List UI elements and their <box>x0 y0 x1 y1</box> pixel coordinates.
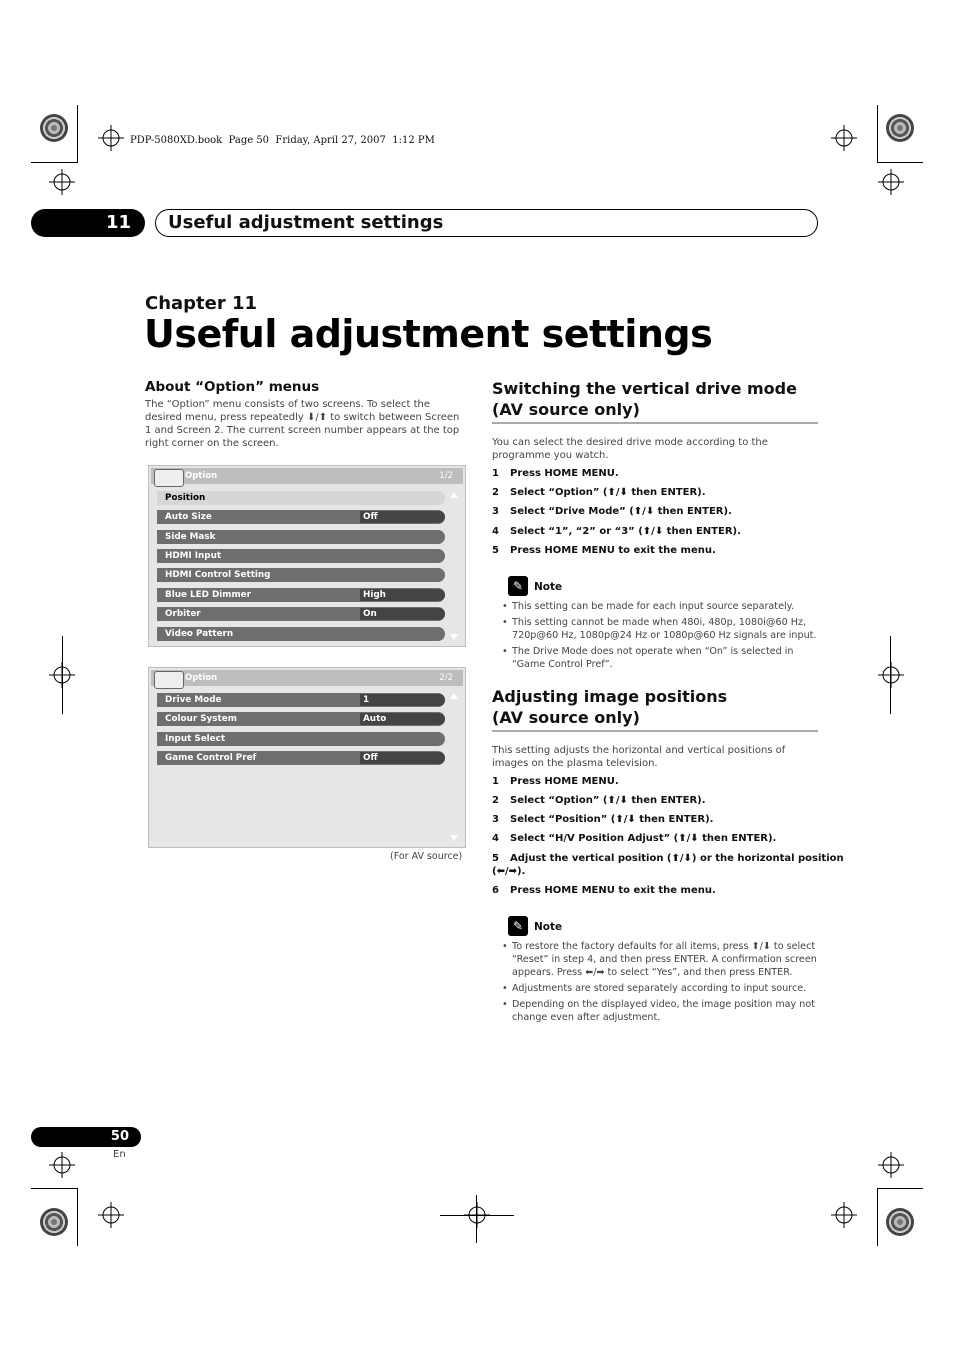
step-item <box>492 506 732 517</box>
step-number: 1 <box>492 468 499 479</box>
note-list: • To restore the factory defaults for all items, press ⬆/⬇ to select “Reset” in step 4, and then press ENTER. A confirmation screen appears. Press ⬅/➡ to select “Yes”, and then press ENTER. • Adjustments are stored separately according to input source. • Depending on the displayed video, the image position may not change even after adjustment. <box>502 940 822 1030</box>
step-text: Select “Option” (⬆/⬇ then ENTER). <box>510 487 706 498</box>
menu-caption: (For AV source) <box>390 851 463 862</box>
section-heading-line: Adjusting image positions <box>492 687 728 706</box>
menu-item-label: Auto Size <box>165 512 212 522</box>
step-number: 2 <box>492 795 499 806</box>
note-text: To restore the factory defaults for all items, press ⬆/⬇ to select “Reset” in step 4, and then press ENTER. A confirmation screen appears. Press ⬅/➡ to select “Yes”, and then press ENTER. <box>512 941 817 978</box>
step-text: Press HOME MENU. <box>510 776 619 787</box>
about-heading: About “Option” menus <box>145 379 320 395</box>
menu-title: Option <box>185 673 218 683</box>
registration-mark-icon <box>98 1202 124 1228</box>
menu-header <box>151 468 463 484</box>
menu-item-label: Video Pattern <box>165 629 234 639</box>
step-number: 5 <box>492 545 499 556</box>
scroll-up-icon <box>450 693 458 699</box>
step-text: Select “1”, “2” or “3” (⬆/⬇ then ENTER). <box>510 526 741 537</box>
menu-item-hdmi-input[interactable] <box>157 549 445 563</box>
about-text: The “Option” menu consists of two screens. To select the desired menu, press repeatedly ⬇/⬆ to switch between Screen 1 and Screen 2. The current screen number appears at the top right corner on the screen. <box>145 399 460 449</box>
step-item <box>492 833 776 844</box>
menu-item-label: Drive Mode <box>165 695 222 705</box>
step-item <box>492 545 716 556</box>
registration-mark-icon <box>878 169 904 195</box>
step-text: Select “Option” (⬆/⬇ then ENTER). <box>510 795 706 806</box>
registration-mark-icon <box>831 125 857 151</box>
section-heading-line: (AV source only) <box>492 707 640 727</box>
language-code: En <box>113 1149 126 1160</box>
chapter-label: Chapter 11 <box>145 293 258 314</box>
color-target-icon <box>40 114 68 142</box>
section-heading <box>492 379 797 420</box>
note-label: Note <box>534 921 563 933</box>
registration-mark-icon <box>98 125 124 151</box>
menu-item-label: HDMI Control Setting <box>165 570 271 580</box>
note-list: • This setting can be made for each input source separately. • This setting cannot be made when 480i, 480p, 1080i@60 Hz, 720p@60 Hz, 1080p@24 Hz or 1080p@60 Hz signals are input. • The Drive Mode does not operate when “On” is selected in “Game Control Pref”. <box>502 600 822 670</box>
color-target-icon <box>886 1208 914 1236</box>
registration-mark-icon <box>49 169 75 195</box>
registration-mark-icon <box>49 662 75 688</box>
crop-mark <box>877 105 878 163</box>
page-title: Useful adjustment settings <box>144 312 713 356</box>
step-number: 5 <box>492 853 499 864</box>
menu-item-position[interactable] <box>157 491 445 505</box>
step-text: Press HOME MENU. <box>510 468 619 479</box>
menu-page-indicator: 2/2 <box>439 673 453 683</box>
menu-item-input-select[interactable] <box>157 732 445 746</box>
crop-mark <box>877 1188 878 1246</box>
menu-tab-icon <box>154 469 184 487</box>
steps-list <box>492 776 844 896</box>
section-heading <box>492 687 727 728</box>
step-item <box>492 885 716 896</box>
running-header: Useful adjustment settings <box>155 209 818 237</box>
steps-list <box>492 468 822 558</box>
menu-tab-icon <box>154 671 184 689</box>
note-text: This setting can be made for each input source separately. <box>512 601 794 612</box>
menu-item-auto-size[interactable] <box>157 510 445 524</box>
step-number: 3 <box>492 506 499 517</box>
step-item <box>492 526 741 537</box>
menu-item-label: Colour System <box>165 714 237 724</box>
step-number: 3 <box>492 814 499 825</box>
crop-mark <box>77 1188 78 1246</box>
menu-item-orbiter[interactable] <box>157 607 445 621</box>
menu-item-value: High <box>360 589 445 601</box>
section-heading-line: (AV source only) <box>492 399 640 419</box>
step-text: (⬅/➡). <box>492 866 526 877</box>
menu-item-game-control-pref[interactable] <box>157 751 445 765</box>
menu-item-colour-system[interactable] <box>157 712 445 726</box>
menu-item-label: Position <box>165 493 206 503</box>
note-text: The Drive Mode does not operate when “On” is selected in “Game Control Pref”. <box>512 646 794 670</box>
note-text: This setting cannot be made when 480i, 480p, 1080i@60 Hz, 720p@60 Hz, 1080p@24 Hz or 1080p@60 Hz signals are input. <box>512 617 817 641</box>
scroll-up-icon <box>450 492 458 498</box>
step-item <box>492 814 713 825</box>
step-item <box>492 853 844 864</box>
step-text: Press HOME MENU to exit the menu. <box>510 885 716 896</box>
page-number: 50 <box>31 1127 141 1147</box>
note-pencil-icon: ✎ <box>508 576 528 596</box>
menu-item-label: HDMI Input <box>165 551 222 561</box>
menu-title: Option <box>185 471 218 481</box>
step-item <box>492 795 706 806</box>
menu-item-label: Side Mask <box>165 532 216 542</box>
option-menu-screen-2 <box>148 667 466 848</box>
menu-item-value: 1 <box>360 694 445 706</box>
scroll-down-icon <box>450 835 458 841</box>
chapter-number-tab: 11 <box>31 209 145 237</box>
option-menu-screen-1 <box>148 465 466 647</box>
step-text: Select “Position” (⬆/⬇ then ENTER). <box>510 814 714 825</box>
section-rule <box>492 422 818 424</box>
step-item <box>492 487 706 498</box>
menu-page-indicator: 1/2 <box>439 471 453 481</box>
registration-mark-icon <box>49 1152 75 1178</box>
step-text: Select “H/V Position Adjust” (⬆/⬇ then ENTER). <box>510 833 777 844</box>
section-intro: You can select the desired drive mode according to the programme you watch. <box>492 437 768 461</box>
step-item <box>492 468 619 479</box>
crop-mark <box>31 1188 77 1189</box>
step-number: 4 <box>492 526 499 537</box>
menu-item-value: Off <box>360 752 445 764</box>
crop-mark <box>31 162 77 163</box>
section-intro: This setting adjusts the horizontal and vertical positions of images on the plasma television. <box>492 745 786 769</box>
step-number: 1 <box>492 776 499 787</box>
menu-item-side-mask[interactable] <box>157 530 445 544</box>
step-number: 2 <box>492 487 499 498</box>
menu-item-label: Orbiter <box>165 609 201 619</box>
menu-item-value: Auto <box>360 713 445 725</box>
step-number: 6 <box>492 885 499 896</box>
book-info-line: PDP-5080XD.book Page 50 Friday, April 27, 2007 1:12 PM <box>130 135 435 146</box>
step-item <box>492 776 619 787</box>
menu-item-drive-mode[interactable] <box>157 693 445 707</box>
step-text: Press HOME MENU to exit the menu. <box>510 545 716 556</box>
menu-item-video-pattern[interactable] <box>157 627 445 641</box>
note-pencil-icon: ✎ <box>508 916 528 936</box>
note-text: Adjustments are stored separately according to input source. <box>512 983 807 994</box>
color-target-icon <box>886 114 914 142</box>
note-label: Note <box>534 581 563 593</box>
section-heading-line: Switching the vertical drive mode <box>492 379 797 398</box>
registration-mark-icon <box>831 1202 857 1228</box>
menu-item-label: Input Select <box>165 734 226 744</box>
registration-mark-icon <box>878 1152 904 1178</box>
menu-header <box>151 670 463 686</box>
registration-mark-icon <box>878 662 904 688</box>
menu-item-hdmi-control-setting[interactable] <box>157 568 445 582</box>
crop-mark <box>877 1188 923 1189</box>
crop-mark <box>77 105 78 163</box>
menu-item-label: Blue LED Dimmer <box>165 590 251 600</box>
note-text: Depending on the displayed video, the image position may not change even after adjustment. <box>512 999 815 1023</box>
scroll-down-icon <box>450 634 458 640</box>
step-number: 4 <box>492 833 499 844</box>
crop-mark <box>877 162 923 163</box>
menu-item-value: On <box>360 608 445 620</box>
menu-item-value: Off <box>360 511 445 523</box>
step-item <box>492 866 525 877</box>
step-text: Select “Drive Mode” (⬆/⬇ then ENTER). <box>510 506 732 517</box>
step-text: Adjust the vertical position (⬆/⬇) or the horizontal position <box>510 853 844 864</box>
menu-item-label: Game Control Pref <box>165 753 257 763</box>
section-rule <box>492 730 818 732</box>
color-target-icon <box>40 1208 68 1236</box>
menu-item-blue-led-dimmer[interactable] <box>157 588 445 602</box>
registration-mark-icon <box>464 1202 490 1228</box>
